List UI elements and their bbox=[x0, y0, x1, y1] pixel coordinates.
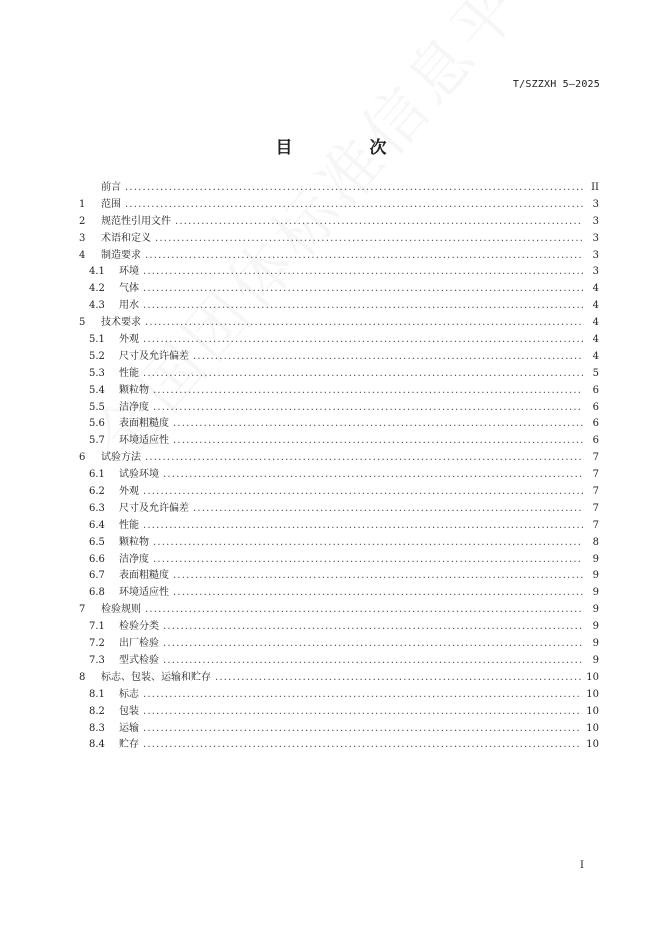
toc-leader-dots bbox=[145, 315, 583, 332]
toc-entry-number: 4.2 bbox=[89, 283, 105, 295]
toc-entry[interactable] bbox=[79, 484, 599, 501]
toc-entry-label: 型式检验 bbox=[119, 654, 159, 666]
toc-leader-dots bbox=[143, 704, 582, 721]
toc-leader-dots bbox=[163, 653, 583, 670]
toc-entry-page: 9 bbox=[592, 553, 599, 565]
toc-leader-dots bbox=[173, 433, 583, 450]
toc-entry-label: 前言 bbox=[101, 182, 121, 193]
toc-entry-number: 5.2 bbox=[89, 350, 105, 362]
toc-entry-number: 8.4 bbox=[89, 739, 105, 751]
toc-entry-page: 6 bbox=[592, 435, 599, 447]
toc-entry-label: 环境适应性 bbox=[119, 435, 169, 447]
toc-entry-page: 3 bbox=[592, 215, 599, 227]
toc-entry[interactable] bbox=[79, 332, 599, 349]
toc-entry-page: 9 bbox=[592, 587, 599, 599]
toc-entry-label: 性能 bbox=[119, 519, 139, 531]
toc-entry-page: 4 bbox=[592, 350, 599, 362]
toc-entry[interactable] bbox=[79, 416, 599, 433]
toc-entry-label: 运输 bbox=[119, 722, 139, 734]
toc-entry[interactable] bbox=[79, 535, 599, 552]
toc-leader-dots bbox=[173, 568, 583, 585]
toc-entry[interactable] bbox=[79, 281, 599, 298]
toc-entry-number: 6.8 bbox=[89, 587, 105, 599]
toc-entry-page: 10 bbox=[586, 739, 599, 751]
page-number: I bbox=[580, 860, 584, 871]
toc-entry-number: 6.7 bbox=[89, 570, 105, 582]
toc-leader-dots bbox=[193, 349, 583, 366]
toc-entry-label: 外观 bbox=[119, 486, 139, 498]
toc-entry-number: 6.1 bbox=[89, 469, 105, 481]
toc-leader-dots bbox=[175, 214, 583, 231]
toc-entry[interactable] bbox=[79, 180, 599, 197]
toc-entry-number: 6.6 bbox=[89, 553, 105, 565]
toc-entry[interactable] bbox=[79, 585, 599, 602]
toc-entry-label: 颗粒物 bbox=[119, 536, 149, 548]
toc-entry-page: 9 bbox=[592, 621, 599, 633]
toc-leader-dots bbox=[153, 400, 583, 417]
toc-entry-page: 4 bbox=[592, 300, 599, 312]
toc-entry-number: 4.3 bbox=[89, 300, 105, 312]
toc-leader-dots bbox=[143, 737, 582, 754]
toc-leader-dots bbox=[143, 366, 583, 383]
toc-entry-page: 5 bbox=[592, 367, 599, 379]
toc-entry[interactable] bbox=[79, 568, 599, 585]
toc-entry-page: 10 bbox=[586, 705, 599, 717]
toc-leader-dots bbox=[163, 467, 583, 484]
toc-entry-label: 尺寸及允许偏差 bbox=[119, 502, 189, 514]
toc-entry[interactable] bbox=[79, 518, 599, 535]
toc-entry-page: 4 bbox=[592, 334, 599, 346]
toc-entry[interactable] bbox=[79, 636, 599, 653]
toc-leader-dots bbox=[215, 670, 582, 687]
toc-entry[interactable] bbox=[79, 602, 599, 619]
toc-entry-label: 标志、包装、运输和贮存 bbox=[101, 671, 211, 683]
toc-entry[interactable] bbox=[79, 197, 599, 214]
toc-entry-label: 环境 bbox=[119, 266, 139, 278]
toc-leader-dots bbox=[143, 332, 583, 349]
toc-leader-dots bbox=[153, 552, 583, 569]
toc-entry-number: 6 bbox=[79, 452, 86, 464]
toc-entry-number: 2 bbox=[79, 215, 86, 227]
toc-entry-page: 3 bbox=[592, 198, 599, 210]
toc-entry-label: 检验分类 bbox=[119, 621, 159, 633]
toc-entry-label: 标志 bbox=[119, 688, 139, 700]
toc-leader-dots bbox=[143, 721, 582, 738]
toc-entry-number: 6.2 bbox=[89, 486, 105, 498]
toc-leader-dots bbox=[125, 197, 583, 214]
toc-entry-label: 洁净度 bbox=[119, 553, 149, 565]
toc-entry-label: 气体 bbox=[119, 283, 139, 295]
toc-entry-page: 3 bbox=[592, 232, 599, 244]
toc-leader-dots bbox=[143, 281, 583, 298]
toc-entry-label: 性能 bbox=[119, 367, 139, 379]
toc-entry-label: 尺寸及允许偏差 bbox=[119, 350, 189, 362]
toc-leader-dots bbox=[143, 687, 582, 704]
toc-entry-label: 规范性引用文件 bbox=[101, 215, 171, 227]
toc-entry-label: 贮存 bbox=[119, 739, 139, 751]
toc-entry-page: 9 bbox=[592, 638, 599, 650]
toc-entry-number: 4.1 bbox=[89, 266, 105, 278]
toc-entry-label: 洁净度 bbox=[119, 401, 149, 413]
toc-entry-number: 6.5 bbox=[89, 536, 105, 548]
toc-entry[interactable] bbox=[79, 737, 599, 754]
toc-entry-number: 8.3 bbox=[89, 722, 105, 734]
toc-leader-dots bbox=[125, 180, 583, 197]
toc-leader-dots bbox=[163, 636, 583, 653]
toc-entry-page: 4 bbox=[592, 283, 599, 295]
toc-leader-dots bbox=[153, 383, 583, 400]
toc-entry-number: 6.4 bbox=[89, 519, 105, 531]
toc-entry[interactable] bbox=[79, 670, 599, 687]
toc-entry-page: 4 bbox=[592, 317, 599, 329]
toc-entry-page: 9 bbox=[592, 604, 599, 616]
toc-entry[interactable] bbox=[79, 214, 599, 231]
toc-entry-page: 3 bbox=[592, 249, 599, 261]
toc-leader-dots bbox=[173, 585, 583, 602]
toc-leader-dots bbox=[155, 231, 583, 248]
toc-entry[interactable] bbox=[79, 467, 599, 484]
toc-entry-page: 10 bbox=[586, 688, 599, 700]
toc-entry-label: 外观 bbox=[119, 334, 139, 346]
toc-entry-number: 5.5 bbox=[89, 401, 105, 413]
toc-leader-dots bbox=[143, 518, 583, 535]
toc-leader-dots bbox=[145, 248, 583, 265]
toc-entry-label: 出厂检验 bbox=[119, 638, 159, 650]
toc-leader-dots bbox=[145, 450, 583, 467]
toc-entry-label: 技术要求 bbox=[101, 317, 141, 329]
toc-entry-page: 7 bbox=[592, 502, 599, 514]
toc-entry-page: 9 bbox=[592, 654, 599, 666]
toc-entry-page: 9 bbox=[592, 570, 599, 582]
toc-entry-page: 6 bbox=[592, 418, 599, 430]
toc-entry[interactable] bbox=[79, 704, 599, 721]
standard-code: T/SZZXH 5—2025 bbox=[512, 79, 600, 90]
toc-entry-label: 表面粗糙度 bbox=[119, 570, 169, 582]
toc-entry[interactable] bbox=[79, 687, 599, 704]
toc-entry-number: 1 bbox=[79, 198, 86, 210]
toc-entry[interactable] bbox=[79, 383, 599, 400]
toc-entry-number: 5.1 bbox=[89, 334, 105, 346]
toc-entry-number: 7.3 bbox=[89, 654, 105, 666]
toc-leader-dots bbox=[193, 501, 583, 518]
toc-entry-number: 5.4 bbox=[89, 384, 105, 396]
toc-entry-page: 3 bbox=[592, 266, 599, 278]
toc-entry-page: 7 bbox=[592, 452, 599, 464]
toc-entry[interactable] bbox=[79, 248, 599, 265]
toc-entry-number: 4 bbox=[79, 249, 86, 261]
toc-entry[interactable] bbox=[79, 349, 599, 366]
toc-entry[interactable] bbox=[79, 501, 599, 518]
toc-entry-label: 颗粒物 bbox=[119, 384, 149, 396]
toc-entry-number: 8 bbox=[79, 671, 86, 683]
toc-entry[interactable] bbox=[79, 298, 599, 315]
toc-entry-label: 术语和定义 bbox=[101, 232, 151, 244]
toc-entry-label: 环境适应性 bbox=[119, 587, 169, 599]
toc-entry-label: 包装 bbox=[119, 705, 139, 717]
toc-entry-page: 6 bbox=[592, 384, 599, 396]
toc-leader-dots bbox=[143, 298, 583, 315]
toc-leader-dots bbox=[173, 416, 583, 433]
toc-entry-number: 7.2 bbox=[89, 638, 105, 650]
toc-entry[interactable] bbox=[79, 433, 599, 450]
toc-entry[interactable] bbox=[79, 400, 599, 417]
toc-entry-number: 5.6 bbox=[89, 418, 105, 430]
toc-entry-label: 范围 bbox=[101, 198, 121, 210]
toc-entry-label: 检验规则 bbox=[101, 604, 141, 616]
toc-entry-page: II bbox=[591, 182, 599, 193]
table-of-contents bbox=[79, 180, 599, 754]
toc-entry-number: 7 bbox=[79, 604, 86, 616]
toc-leader-dots bbox=[163, 619, 583, 636]
toc-entry-number: 8.1 bbox=[89, 688, 105, 700]
toc-leader-dots bbox=[143, 484, 583, 501]
toc-entry-label: 表面粗糙度 bbox=[119, 418, 169, 430]
toc-entry-label: 试验方法 bbox=[101, 452, 141, 464]
toc-entry-page: 8 bbox=[592, 536, 599, 548]
toc-entry-label: 制造要求 bbox=[101, 249, 141, 261]
toc-entry-number: 7.1 bbox=[89, 621, 105, 633]
toc-entry-page: 7 bbox=[592, 519, 599, 531]
toc-entry[interactable] bbox=[79, 264, 599, 281]
toc-entry-number: 5 bbox=[79, 317, 86, 329]
toc-entry-number: 6.3 bbox=[89, 502, 105, 514]
toc-entry-number: 8.2 bbox=[89, 705, 105, 717]
toc-entry-label: 用水 bbox=[119, 300, 139, 312]
toc-leader-dots bbox=[153, 535, 583, 552]
toc-entry-page: 10 bbox=[586, 671, 599, 683]
toc-entry-number: 3 bbox=[79, 232, 86, 244]
toc-entry-page: 6 bbox=[592, 401, 599, 413]
toc-entry[interactable] bbox=[79, 450, 599, 467]
toc-entry[interactable] bbox=[79, 619, 599, 636]
toc-leader-dots bbox=[143, 264, 583, 281]
toc-leader-dots bbox=[145, 602, 583, 619]
page-title: 目 次 bbox=[275, 138, 417, 158]
toc-entry[interactable] bbox=[79, 231, 599, 248]
toc-entry-number: 5.7 bbox=[89, 435, 105, 447]
toc-entry[interactable] bbox=[79, 721, 599, 738]
toc-entry-number: 5.3 bbox=[89, 367, 105, 379]
toc-entry[interactable] bbox=[79, 653, 599, 670]
toc-entry[interactable] bbox=[79, 366, 599, 383]
toc-entry-page: 10 bbox=[586, 722, 599, 734]
toc-entry-page: 7 bbox=[592, 486, 599, 498]
toc-entry[interactable] bbox=[79, 552, 599, 569]
toc-entry[interactable] bbox=[79, 315, 599, 332]
toc-entry-page: 7 bbox=[592, 469, 599, 481]
toc-entry-label: 试验环境 bbox=[119, 469, 159, 481]
